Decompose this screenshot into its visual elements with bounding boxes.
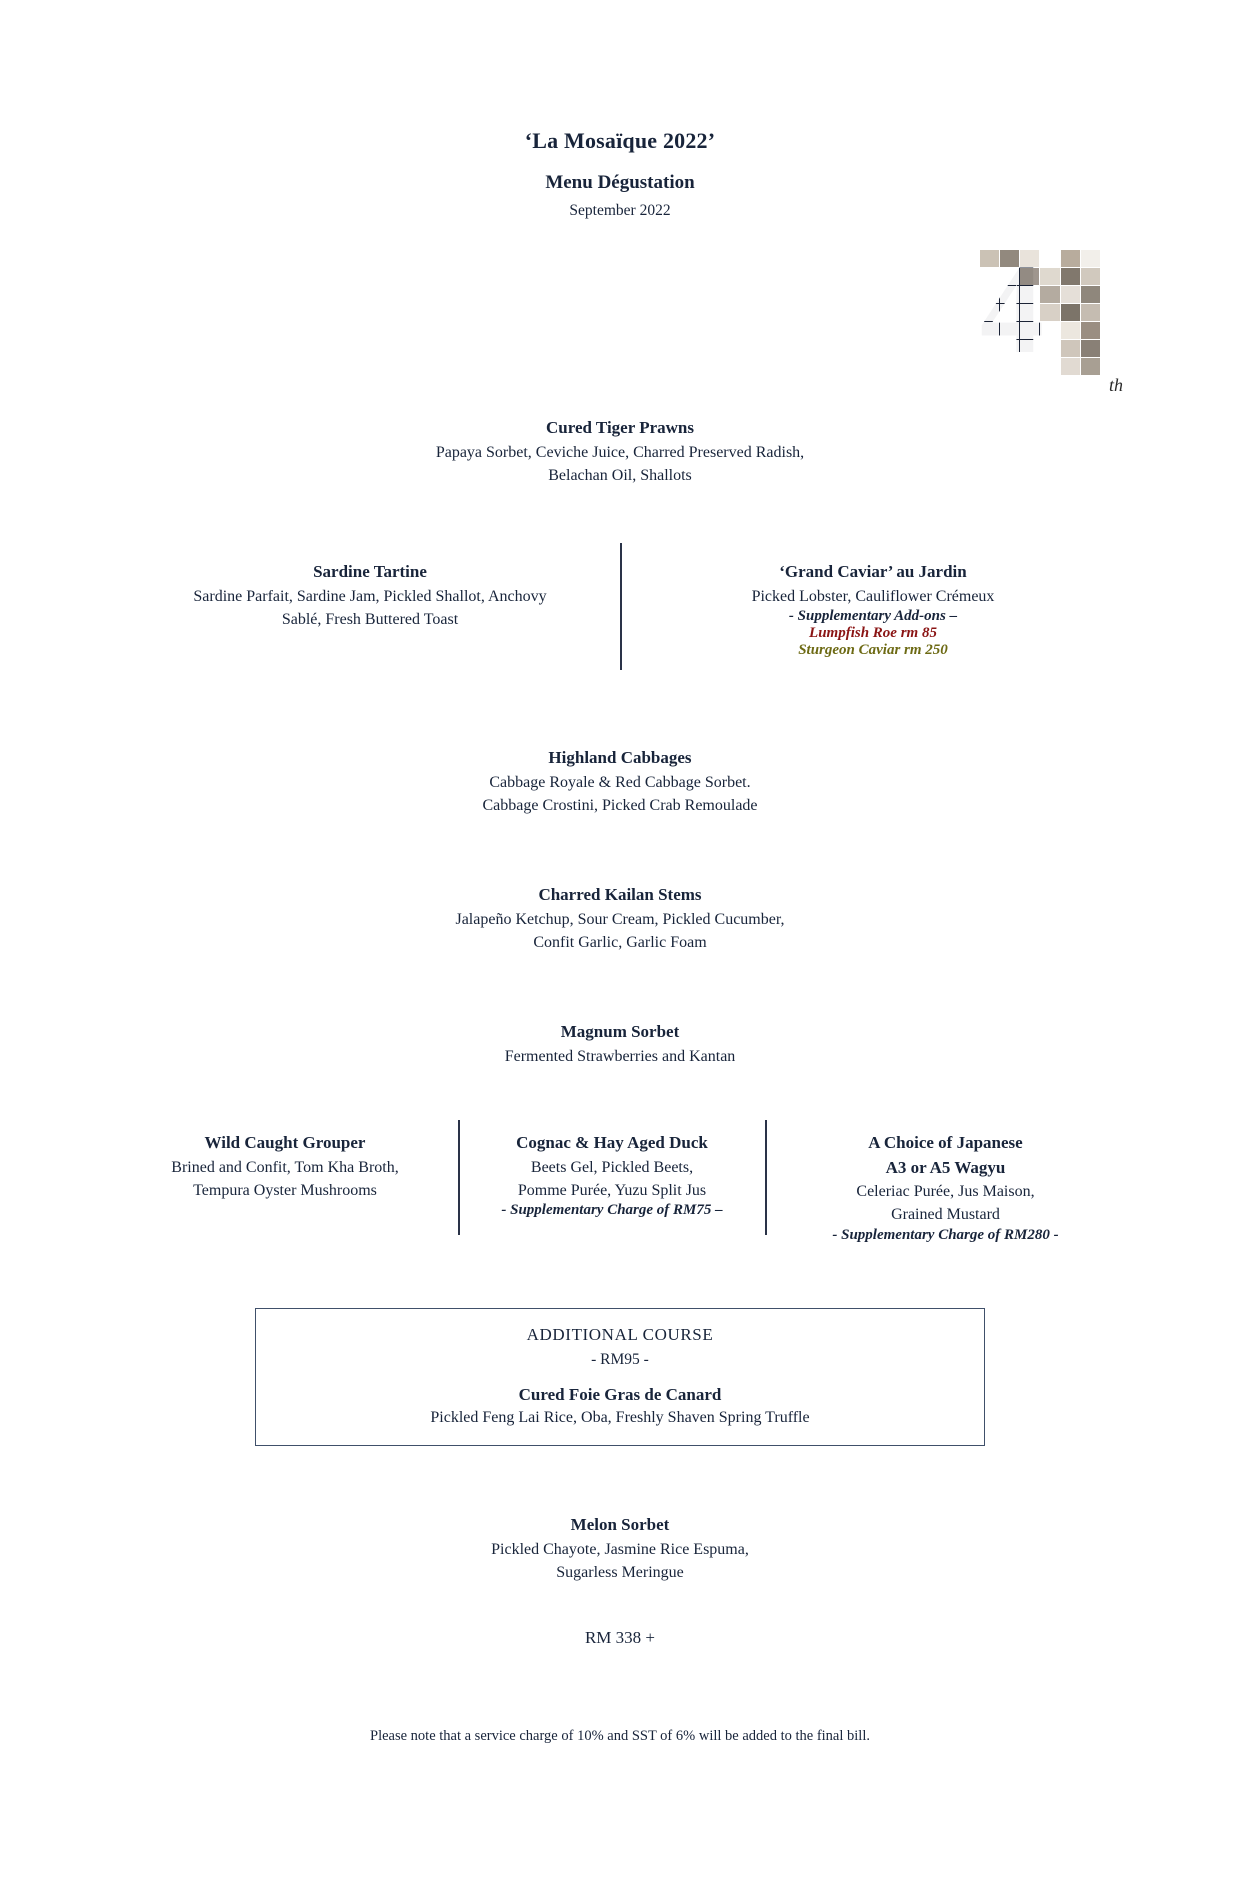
anniversary-logo bbox=[980, 250, 1123, 400]
course-description-line: Jalapeño Ketchup, Sour Cream, Pickled Cucumber, bbox=[455, 910, 785, 928]
course-description-line: Brined and Confit, Tom Kha Broth, bbox=[171, 1158, 399, 1176]
logo-photo-mosaic bbox=[980, 250, 1100, 375]
course-highland-cabbages bbox=[120, 746, 1120, 817]
course-description-line: Beets Gel, Pickled Beets, bbox=[530, 1158, 694, 1176]
course-description-line: Papaya Sorbet, Ceviche Juice, Charred Preserved Radish, bbox=[435, 443, 805, 461]
course-name: Highland Cabbages bbox=[548, 748, 692, 767]
mosaic-tile bbox=[980, 304, 999, 321]
course-description-line: Grained Mustard bbox=[891, 1206, 1000, 1224]
mosaic-tile bbox=[1081, 340, 1100, 357]
course-name-secondary: A3 or A5 Wagyu bbox=[885, 1157, 1006, 1177]
service-charge-footnote: Please note that a service charge of 10% and SST of 6% will be added to the final bill. bbox=[370, 1728, 870, 1744]
course-grand-caviar-au-jardin bbox=[628, 560, 1118, 659]
mosaic-tile bbox=[1081, 358, 1100, 375]
page-title: ‘La Mosaïque 2022’ bbox=[524, 128, 716, 153]
supplementary-header: - Supplementary Add-ons – bbox=[788, 607, 958, 624]
course-description-line: Confit Garlic, Garlic Foam bbox=[533, 933, 707, 951]
course-description-line: Cabbage Crostini, Picked Crab Remoulade bbox=[482, 796, 758, 814]
mosaic-tile bbox=[1040, 304, 1059, 321]
mosaic-tile bbox=[1061, 322, 1080, 339]
course-magnum-sorbet bbox=[120, 1020, 1120, 1068]
menu-header bbox=[120, 128, 1120, 220]
mosaic-tile bbox=[1000, 340, 1019, 357]
course-name: Magnum Sorbet bbox=[560, 1022, 680, 1041]
mosaic-tile bbox=[980, 322, 999, 339]
course-description-line: Pickled Chayote, Jasmine Rice Espuma, bbox=[491, 1540, 749, 1558]
course-name: Cured Tiger Prawns bbox=[546, 418, 694, 437]
menu-page bbox=[0, 128, 1240, 1883]
course-description-line: Picked Lobster, Cauliflower Crémeux bbox=[751, 587, 995, 605]
mosaic-tile bbox=[1020, 322, 1039, 339]
supplementary-sturgeon-caviar: Sturgeon Caviar rm 250 bbox=[798, 641, 948, 658]
course-name: Melon Sorbet bbox=[570, 1515, 670, 1534]
mosaic-tile bbox=[1020, 268, 1039, 285]
mosaic-tile bbox=[980, 340, 999, 357]
mosaic-tile bbox=[980, 286, 999, 303]
course-description-line: Sugarless Meringue bbox=[556, 1563, 684, 1581]
course-cognac-hay-aged-duck bbox=[466, 1131, 758, 1219]
course-name: ‘Grand Caviar’ au Jardin bbox=[779, 562, 967, 581]
mosaic-tile bbox=[1040, 340, 1059, 357]
menu-price: RM 338 + bbox=[584, 1628, 656, 1647]
menu-subtitle: Menu Dégustation bbox=[545, 172, 695, 193]
mosaic-tile bbox=[1040, 322, 1059, 339]
course-name: Wild Caught Grouper bbox=[204, 1133, 366, 1152]
mosaic-tile bbox=[1000, 322, 1019, 339]
mosaic-tile bbox=[1040, 268, 1059, 285]
course-description-line: Tempura Oyster Mushrooms bbox=[193, 1181, 377, 1199]
column-divider bbox=[458, 1120, 460, 1235]
course-description-line: Sablé, Fresh Buttered Toast bbox=[281, 610, 459, 628]
additional-course-price: - RM95 - bbox=[591, 1351, 649, 1368]
mosaic-tile bbox=[1061, 250, 1080, 267]
mosaic-tile bbox=[1040, 286, 1059, 303]
mosaic-tile bbox=[1000, 250, 1019, 267]
course-wild-caught-grouper bbox=[120, 1131, 450, 1202]
course-sardine-tartine bbox=[125, 560, 615, 631]
mosaic-tile bbox=[1020, 358, 1039, 375]
column-divider bbox=[620, 543, 622, 670]
course-name: Cognac & Hay Aged Duck bbox=[516, 1133, 708, 1152]
mosaic-tile bbox=[980, 250, 999, 267]
mosaic-tile bbox=[1081, 250, 1100, 267]
course-description-line: Belachan Oil, Shallots bbox=[548, 466, 692, 484]
course-japanese-wagyu bbox=[773, 1131, 1118, 1244]
course-name: Charred Kailan Stems bbox=[538, 885, 702, 904]
supplementary-lumpfish-roe: Lumpfish Roe rm 85 bbox=[809, 624, 937, 641]
mosaic-tile bbox=[1061, 286, 1080, 303]
course-charred-kailan-stems bbox=[120, 883, 1120, 954]
mosaic-tile bbox=[1081, 322, 1100, 339]
menu-date: September 2022 bbox=[569, 202, 671, 219]
additional-course-dish: Cured Foie Gras de Canard bbox=[518, 1385, 722, 1404]
mosaic-tile bbox=[1020, 340, 1039, 357]
mosaic-tile bbox=[1020, 250, 1039, 267]
course-description-line: Cabbage Royale & Red Cabbage Sorbet. bbox=[489, 773, 751, 791]
course-cured-tiger-prawns bbox=[120, 416, 1120, 487]
mosaic-tile bbox=[1081, 304, 1100, 321]
mosaic-tile bbox=[1020, 286, 1039, 303]
mosaic-tile bbox=[980, 358, 999, 375]
course-description-line: Pomme Purée, Yuzu Split Jus bbox=[517, 1181, 707, 1199]
supplementary-charge: - Supplementary Charge of RM280 - bbox=[832, 1226, 1059, 1243]
course-name: A Choice of Japanese bbox=[868, 1133, 1023, 1152]
mosaic-tile bbox=[1040, 358, 1059, 375]
mosaic-tile bbox=[1061, 268, 1080, 285]
mosaic-tile bbox=[1081, 268, 1100, 285]
course-description-line: Sardine Parfait, Sardine Jam, Pickled Shallot, Anchovy bbox=[193, 587, 547, 605]
course-description-line: Celeriac Purée, Jus Maison, bbox=[856, 1183, 1035, 1201]
mosaic-tile bbox=[1061, 340, 1080, 357]
mosaic-tile bbox=[1061, 304, 1080, 321]
course-name: Sardine Tartine bbox=[313, 562, 427, 581]
additional-course-title: ADDITIONAL COURSE bbox=[526, 1325, 714, 1344]
mosaic-tile bbox=[1081, 286, 1100, 303]
column-divider bbox=[765, 1120, 767, 1235]
course-description-line: Fermented Strawberries and Kantan bbox=[504, 1047, 736, 1065]
mosaic-tile bbox=[1000, 268, 1019, 285]
mosaic-tile bbox=[1000, 358, 1019, 375]
mosaic-tile bbox=[980, 268, 999, 285]
mosaic-tile bbox=[1000, 286, 1019, 303]
logo-ordinal-suffix: th bbox=[1108, 375, 1123, 395]
additional-course-box bbox=[255, 1308, 985, 1446]
supplementary-charge: - Supplementary Charge of RM75 – bbox=[501, 1202, 723, 1219]
additional-course-description: Pickled Feng Lai Rice, Oba, Freshly Shaven Spring Truffle bbox=[430, 1409, 810, 1426]
mosaic-tile bbox=[1040, 250, 1059, 267]
mosaic-tile bbox=[1020, 304, 1039, 321]
mosaic-tile bbox=[1000, 304, 1019, 321]
mosaic-tile bbox=[1061, 358, 1080, 375]
course-melon-sorbet bbox=[120, 1513, 1120, 1584]
